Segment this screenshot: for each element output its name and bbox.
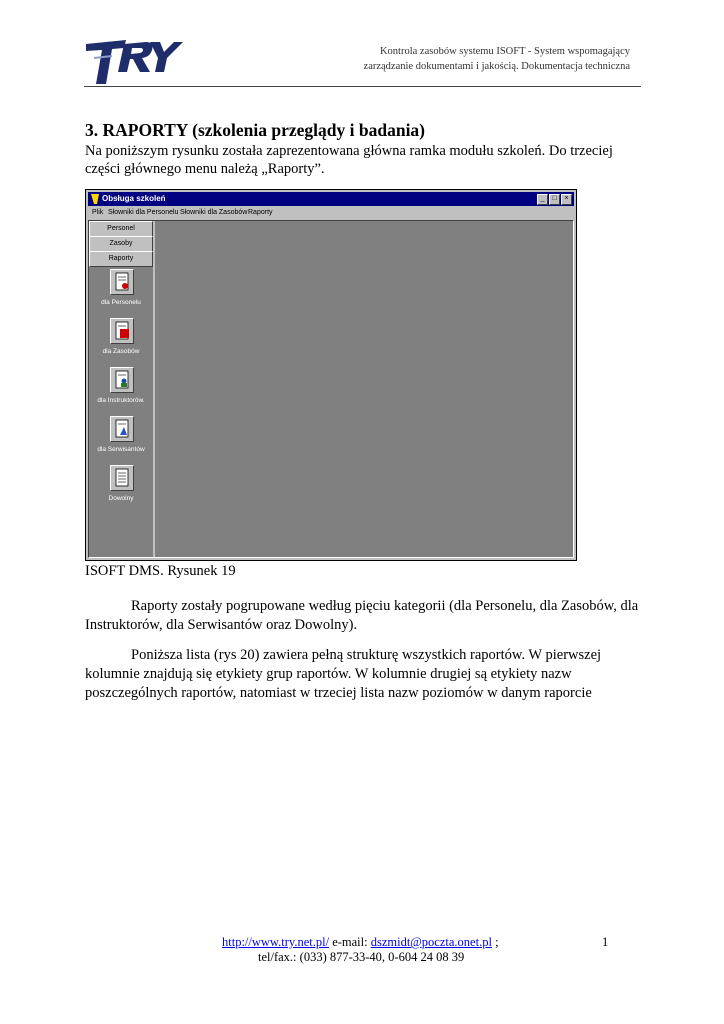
paragraph-categories: Raporty zostały pogrupowane według pięciu kategorii (dla Personelu, dla Zasobów, dla Instruktorów, dla Serwisantów oraz Dowolny).: [85, 598, 639, 633]
header-rule: [84, 86, 641, 87]
module-sidebar: [89, 221, 155, 557]
figure-caption: ISOFT DMS. Rysunek 19: [85, 563, 236, 579]
menu-plik: Plik: [92, 209, 104, 216]
page-number: 1: [602, 935, 609, 949]
report-resources-label: dla Zasobów: [102, 348, 140, 355]
report-custom: [89, 465, 153, 513]
minimize-icon: _: [537, 194, 548, 205]
menu-slowniki-zasoby: Słowniki dla Zasobów: [180, 209, 248, 216]
report-service: [89, 416, 153, 464]
header-line-1: Kontrola zasobów systemu ISOFT - System wspomagający: [379, 46, 630, 57]
report-resources: [89, 318, 153, 366]
report-custom-label: Dowolny: [108, 495, 134, 502]
report-service-label: dla Serwisantów: [97, 446, 145, 453]
workspace-area: [88, 220, 574, 558]
menu-raporty: Raporty: [248, 209, 273, 216]
app-icon: [90, 193, 100, 205]
section-heading: 3. RAPORTY (szkolenia przeglądy i badania): [85, 120, 426, 140]
report-personnel: [89, 269, 153, 317]
maximize-icon: □: [549, 194, 560, 205]
email-label: e-mail:: [332, 935, 368, 949]
app-window-screenshot: [85, 189, 577, 561]
header-line-2: zarządzanie dokumentami i jakością. Dokumentacja techniczna: [363, 61, 630, 72]
document-header: [270, 44, 630, 74]
footer-phone: tel/fax.: (033) 877-33-40, 0-604 24 08 39: [258, 950, 465, 964]
intro-paragraph: Na poniższym rysunku została zaprezentowana główna ramka modułu szkoleń. Do trzeciej części głównego menu należą „Raporty”.: [85, 143, 613, 177]
try-logo: [84, 38, 184, 86]
footer-separator: ;: [495, 935, 499, 949]
sidebar-raporty-button: Raporty: [89, 251, 153, 267]
report-personnel-label: dla Personelu: [101, 299, 141, 306]
window-title: Obsługa szkoleń: [102, 194, 166, 203]
website-link[interactable]: http://www.try.net.pl/: [222, 935, 330, 949]
menu-slowniki-personel: Słowniki dla Personelu: [108, 209, 179, 216]
report-service-icon: [110, 416, 134, 442]
report-instructors: [89, 367, 153, 415]
paragraph-list-structure: Poniższa lista (rys 20) zawiera pełną strukturę wszystkich raportów. W pierwszej kolumnie znajdują się etykiety grup raportów. W kolumnie drugiej są etykiety nazw poszczególnych raportów, natomiast w trzeciej lista nazw poziomów w danym raporcie: [85, 647, 602, 701]
email-link[interactable]: dszmidt@poczta.onet.pl: [370, 935, 492, 949]
window-titlebar: [88, 192, 574, 206]
footer-contact: [222, 935, 499, 950]
close-icon: ×: [561, 194, 572, 205]
report-instructors-icon: [110, 367, 134, 393]
sidebar-zasoby-button: Zasoby: [89, 236, 153, 252]
report-resources-icon: [110, 318, 134, 344]
report-personnel-icon: [110, 269, 134, 295]
menu-bar: [88, 206, 574, 219]
report-custom-icon: [110, 465, 134, 491]
report-instructors-label: dla Instruktorów.: [97, 397, 145, 404]
sidebar-personel-button: Personel: [89, 221, 153, 237]
